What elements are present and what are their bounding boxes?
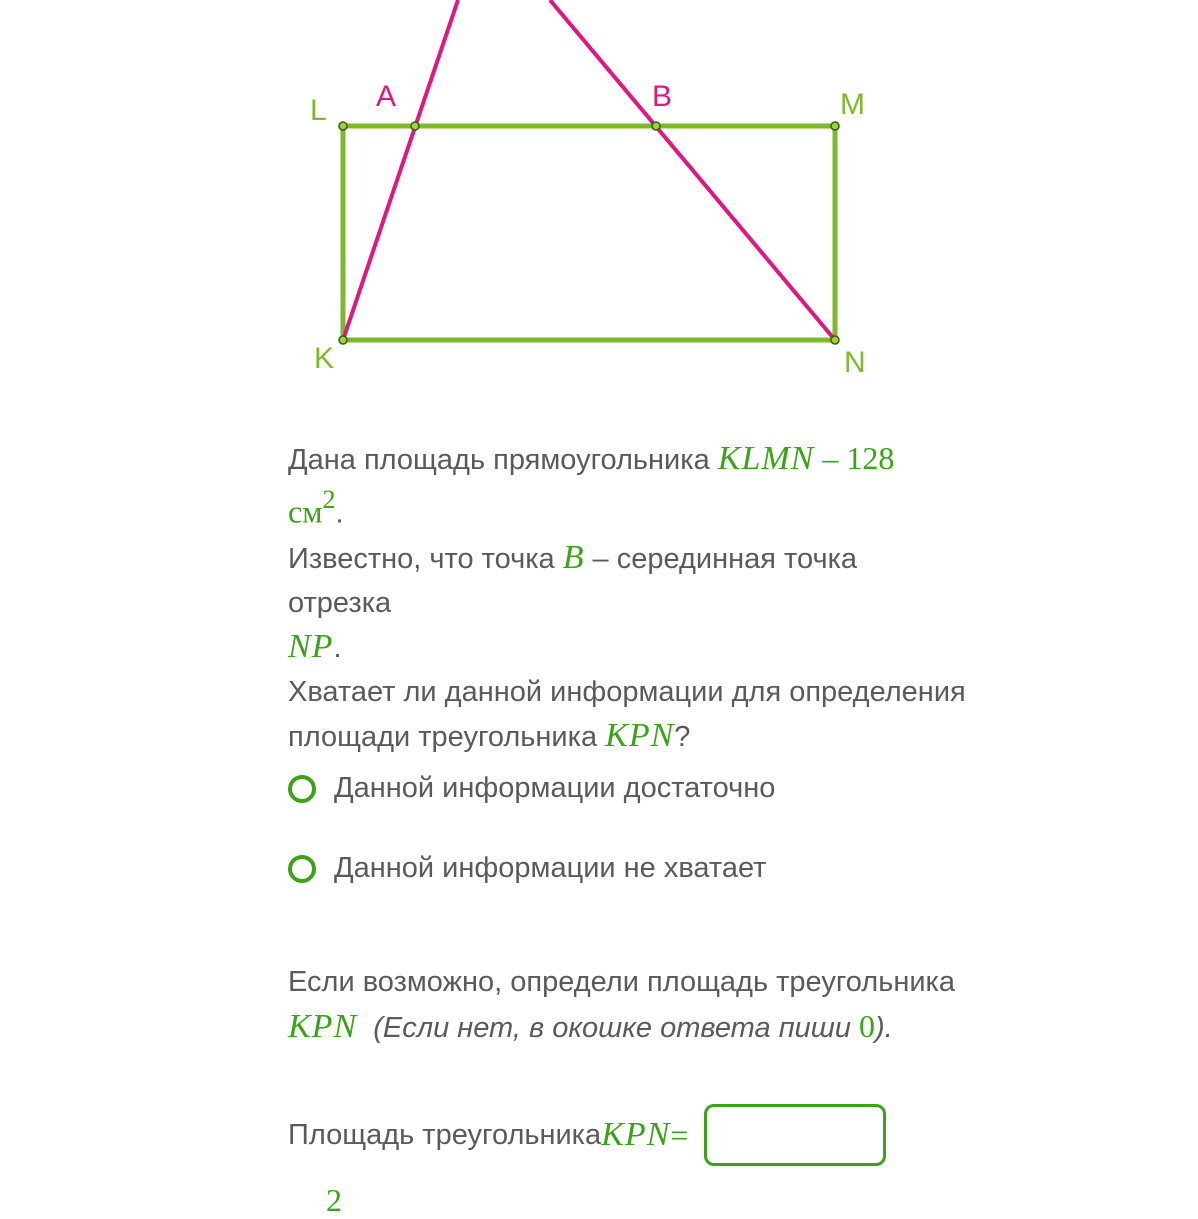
answer-row [288, 1104, 886, 1166]
dot-m [831, 122, 839, 130]
label-b: B [652, 80, 673, 113]
problem-text-1: Дана площадь прямоугольника [288, 444, 718, 476]
answer-input[interactable] [704, 1104, 886, 1166]
problem-line-3 [288, 670, 968, 759]
radio-circle-icon[interactable] [288, 855, 316, 883]
answer-triangle: KPN [601, 1116, 671, 1153]
point-b: B [562, 538, 585, 576]
hint-text: (Если нет, в окошке ответа пиши [373, 1012, 860, 1044]
rect-name: KLMN [717, 440, 815, 477]
dot-n [831, 336, 839, 344]
area-value: – 128 [814, 440, 895, 476]
rectangle-klmn [343, 126, 835, 340]
problem-text-2-rest: – серединная точка отрезка [288, 542, 858, 619]
figure-svg [0, 0, 1198, 420]
option-label: Данной информации достаточно [334, 772, 776, 804]
period-1: . [335, 497, 344, 530]
label-a: A [376, 80, 397, 113]
problem-text-3: Хватает ли данной информации для определения площади треугольника [288, 675, 966, 753]
hint-zero: 0 [859, 1008, 876, 1044]
dot-b [652, 122, 660, 130]
triangle-kpn: KPN [605, 716, 675, 754]
question-mark: ? [674, 720, 691, 753]
problem-text-2: Известно, что точка [288, 542, 563, 575]
answer-unit-power: 2 [326, 1182, 342, 1218]
followup-line [288, 960, 968, 1050]
area-unit-power: 2 [322, 485, 336, 514]
hint-close: ). [875, 1012, 893, 1044]
problem-statement [288, 436, 968, 759]
label-m: M [840, 88, 865, 121]
geometry-figure [0, 0, 1198, 420]
dot-a [411, 122, 419, 130]
option-insufficient[interactable] [288, 852, 766, 885]
label-l: L [310, 94, 327, 127]
dot-k [339, 336, 347, 344]
line-np [550, 0, 835, 340]
label-k: K [314, 342, 335, 375]
segment-np: NP [288, 627, 334, 665]
area-unit: см [288, 493, 323, 530]
problem-line-1 [288, 436, 968, 536]
option-label: Данной информации не хватает [334, 852, 767, 884]
problem-line-2 [288, 536, 968, 670]
line-kp [343, 0, 458, 340]
dot-l [339, 122, 347, 130]
followup-statement [288, 960, 968, 1050]
option-sufficient[interactable] [288, 772, 775, 805]
followup-triangle: KPN [288, 1008, 358, 1045]
followup-text: Если возможно, определи площадь треугольника [288, 966, 955, 998]
radio-circle-icon[interactable] [288, 775, 316, 803]
label-n: N [844, 346, 866, 379]
answer-label: Площадь треугольника [288, 1119, 602, 1151]
period-2: . [333, 631, 342, 664]
answer-equals: = [670, 1116, 689, 1153]
